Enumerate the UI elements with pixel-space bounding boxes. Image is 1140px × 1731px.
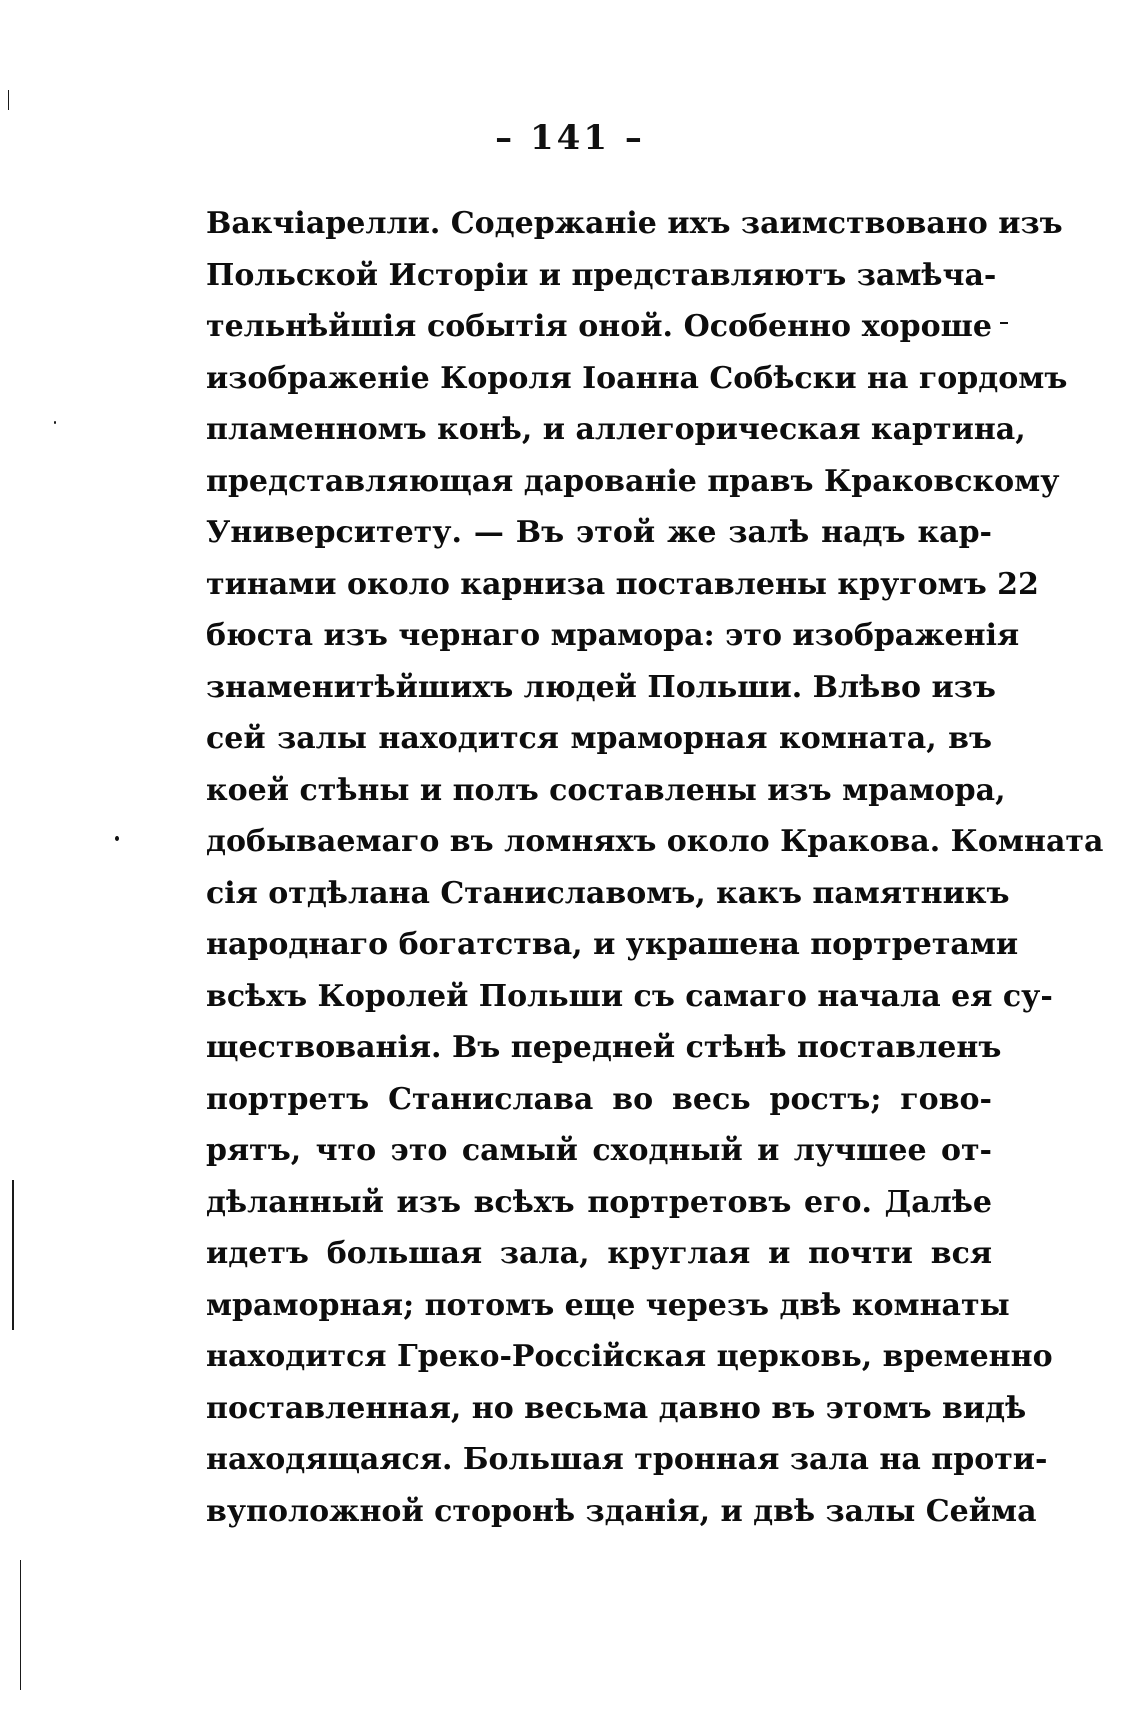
text-line: ществованія. Въ передней стѣнѣ поставленъ <box>206 1030 1002 1065</box>
text-line: представляющая дарованіе правъ Краковскому <box>206 463 1060 499</box>
text-line: коей стѣны и полъ составлены изъ мрамора, <box>206 772 1006 808</box>
text-line: рятъ, что это самый сходный и лучшее от- <box>206 1133 992 1168</box>
ink-speck <box>115 836 119 841</box>
text-line: Университету. — Въ этой же залѣ надъ кар- <box>206 515 992 550</box>
text-line: находящаяся. Большая тронная зала на проти- <box>206 1442 1048 1477</box>
text-line: пламенномъ конѣ, и аллегорическая картина, <box>206 412 1026 447</box>
text-line: Польской Исторіи и представляютъ замѣча- <box>206 257 997 293</box>
ink-speck <box>1000 322 1008 324</box>
text-line: знаменитѣйшихъ людей Польши. Влѣво изъ <box>206 669 996 705</box>
ink-speck <box>54 421 56 424</box>
text-line: добываемаго въ ломняхъ около Кракова. Комната <box>206 824 1104 859</box>
margin-line <box>12 1180 14 1330</box>
text-line: изображеніе Короля Іоанна Собѣски на гордомъ <box>206 360 1068 396</box>
margin-line <box>8 90 9 110</box>
text-line: Вакчіарелли. Содержаніе ихъ заимствовано изъ <box>206 206 1063 241</box>
page-number: – 141 – <box>495 118 645 158</box>
text-line: идетъ большая зала, круглая и почти вся <box>206 1236 992 1271</box>
text-line: сей залы находится мраморная комната, въ <box>206 721 992 756</box>
text-line: всѣхъ Королей Польши съ самаго начала ея су- <box>206 978 1053 1014</box>
body-text <box>206 198 1104 1537</box>
text-line: дѣланный изъ всѣхъ портретовъ его. Далѣе <box>206 1184 992 1220</box>
text-line: народнаго богатства, и украшена портретами <box>206 927 1019 962</box>
text-line: сія отдѣлана Станиславомъ, какъ памятникъ <box>206 875 1010 911</box>
text-line: портретъ Станислава во весь ростъ; гово- <box>206 1081 992 1117</box>
text-line: находится Греко-Россійская церковь, временно <box>206 1339 1053 1374</box>
text-line: тельнѣйшія событія оной. Особенно хороше <box>206 309 992 344</box>
text-line: мраморная; потомъ еще черезъ двѣ комнаты <box>206 1287 1010 1323</box>
text-line: тинами около карниза поставлены кругомъ 22 <box>206 566 1039 602</box>
text-line: поставленная, но весьма давно въ этомъ видѣ <box>206 1390 1027 1426</box>
text-line: вуположной сторонѣ зданія, и двѣ залы Сейма <box>206 1493 1037 1529</box>
text-line: бюста изъ чернаго мрамора: это изображенія <box>206 618 1020 653</box>
margin-line <box>20 1560 21 1690</box>
